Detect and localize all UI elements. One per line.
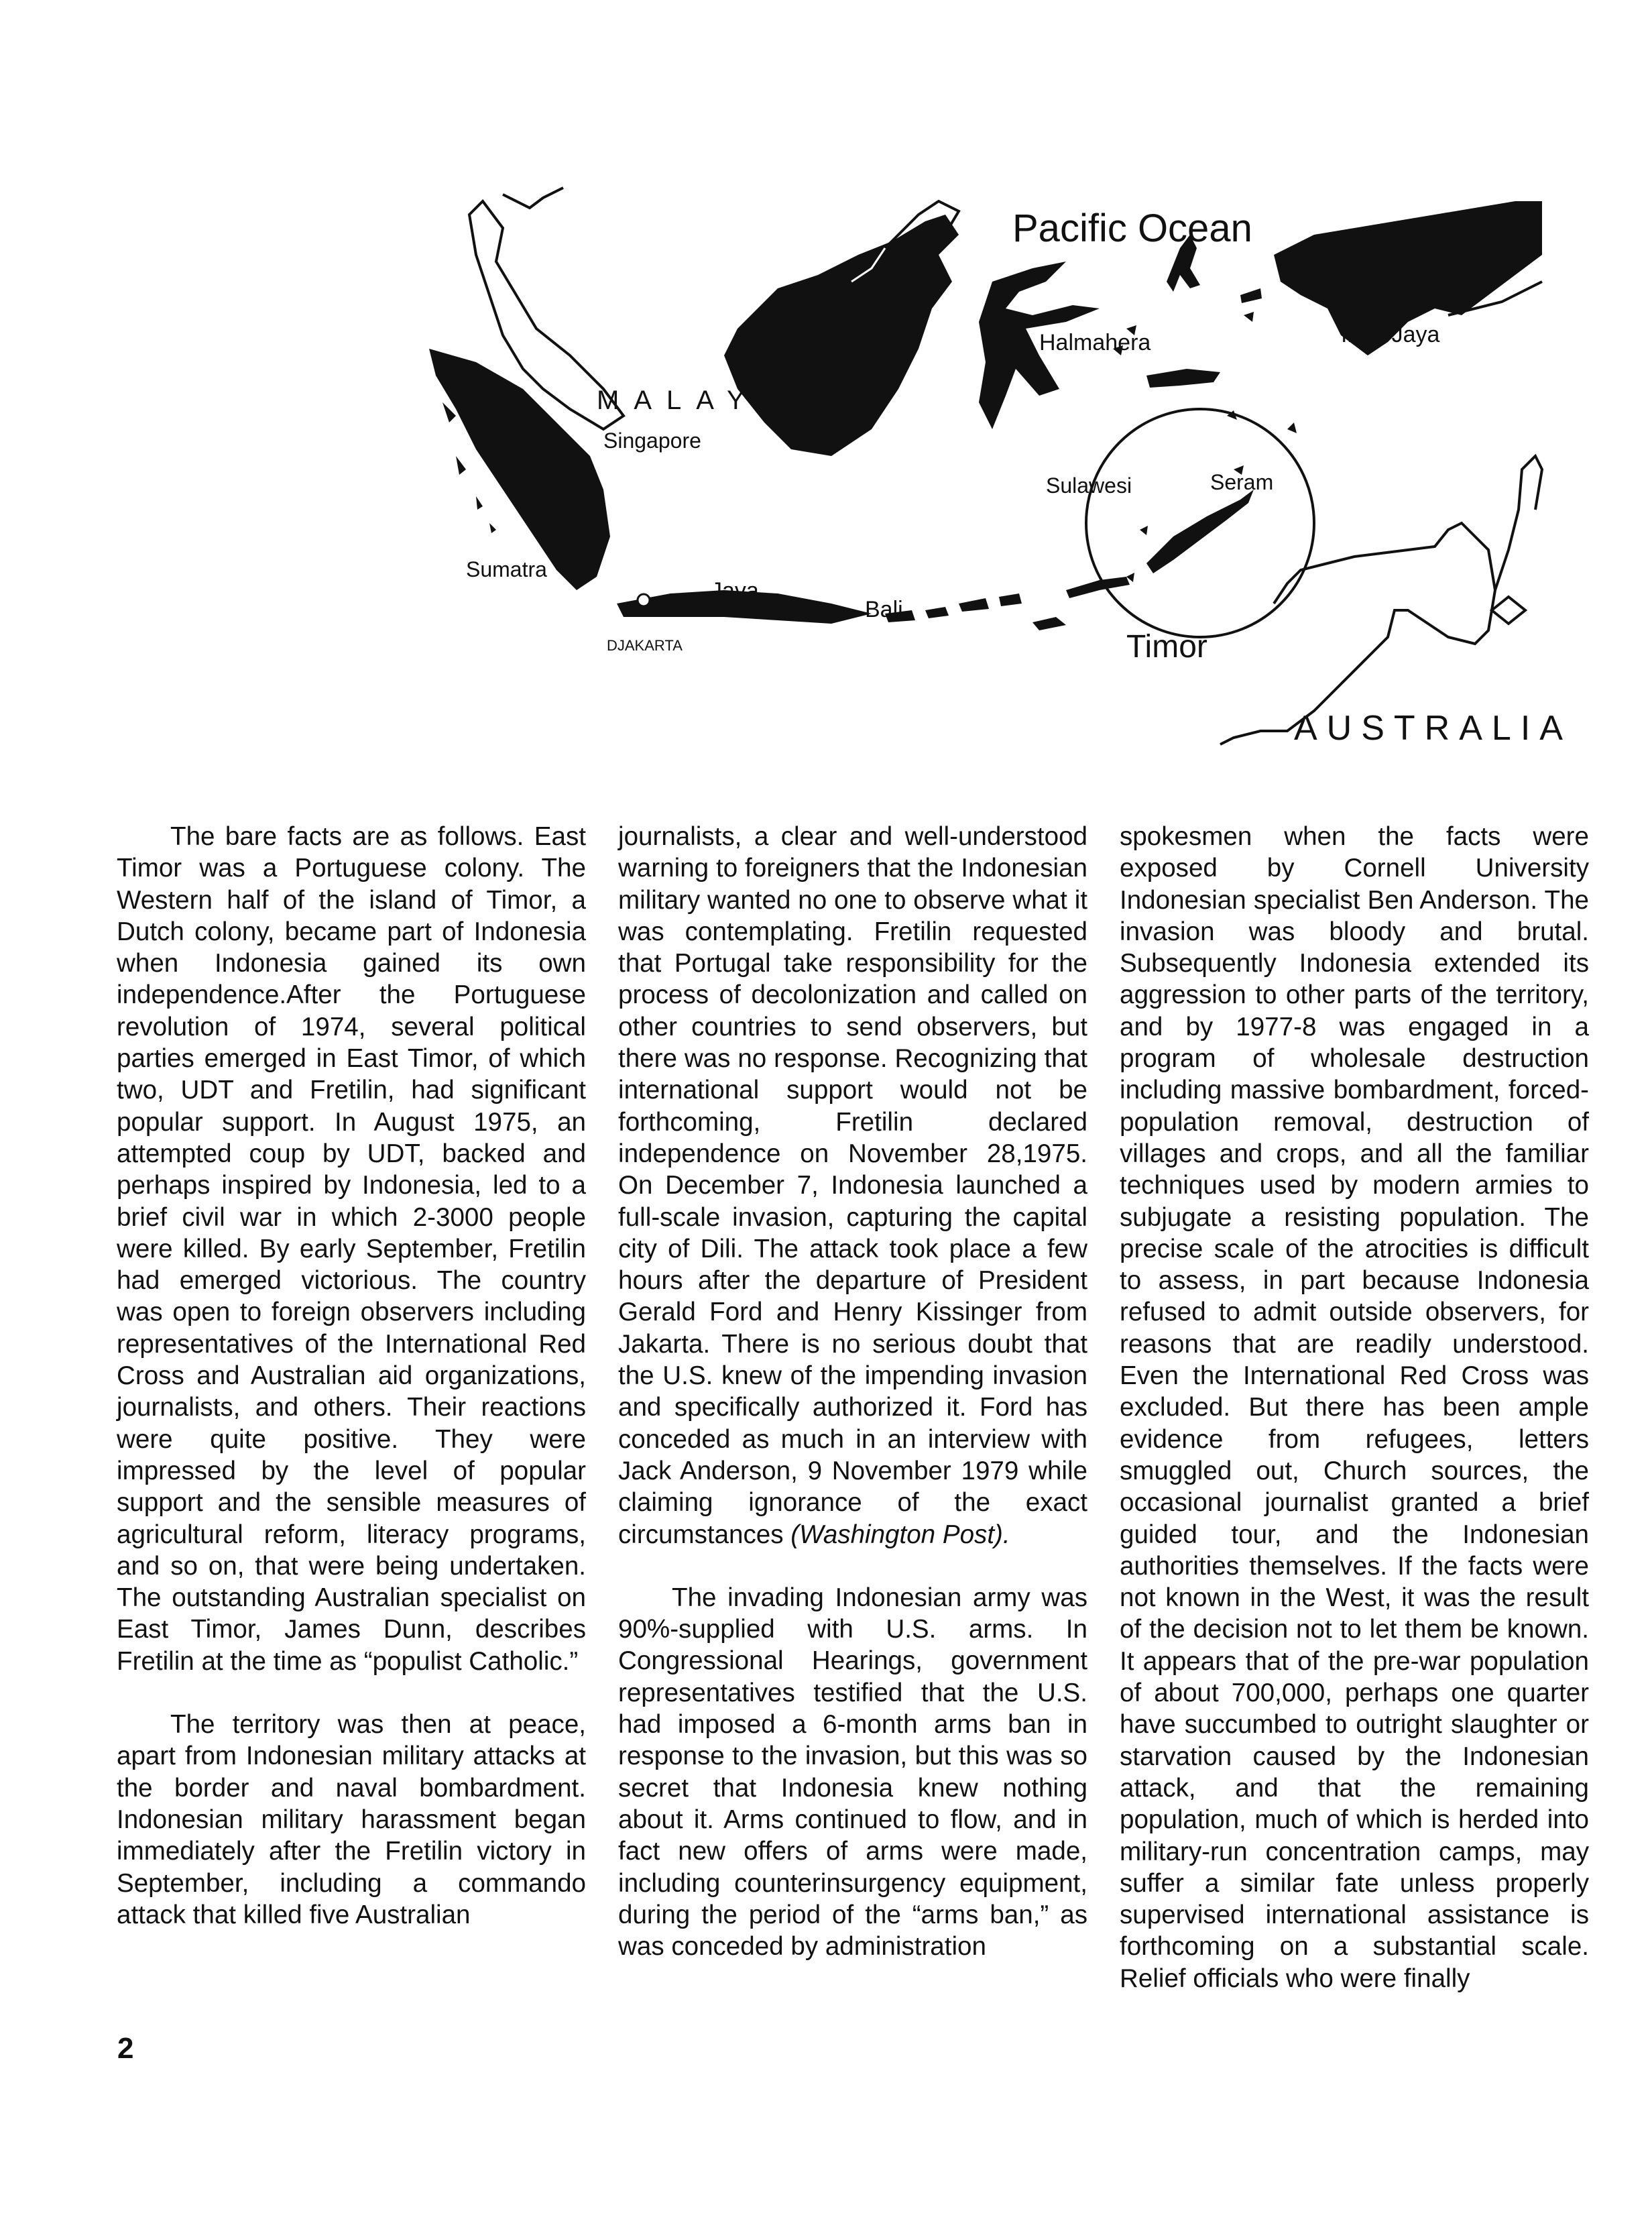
java-label: Java (711, 578, 759, 604)
indonesia-map (402, 174, 1572, 771)
page-number: 2 (117, 2032, 134, 2065)
paragraph: The territory was then at peace, apart from Indonesian military attacks at the border and naval bombardment. Indonesian military harassment began immediately after the Fretilin victory in September, including a commando attack that killed five Australian (117, 1710, 586, 1929)
djakarta-marker (638, 594, 650, 606)
malaysia-label: MALAYSIA (597, 386, 847, 415)
kalimantan-label: Kalimantan (768, 470, 876, 494)
pacific-ocean-label: Pacific Ocean (1012, 207, 1252, 250)
brunei-label: Brunei (815, 322, 881, 347)
paragraph-text: journalists, a clear and well-understood warning to foreigners that the Indonesian military wanted no one to observe what it was contemplating. Fretilin requested that Portugal take responsibility for the process of decolonization and called on other countries to send observers, but there was no response. Recognizing that international support would not be forthcoming, Fretilin declared independence on November 28,1975. On December 7, Indonesia launched a full-scale invasion, capturing the capital city of Dili. The attack took place a few hours after the departure of President Gerald Ford and Henry Kissinger from Jakarta. There is no serious doubt that the U.S. knew of the impending invasion and specifically authorized it. Ford has conceded as much in an interview with Jack Anderson, 9 November 1979 while claiming ignorance of the exact circumstances (618, 822, 1087, 1549)
map-graphic (402, 174, 1572, 771)
paragraph (618, 821, 1087, 1550)
bali-label: Bali (865, 597, 903, 622)
text-column-3 (1120, 821, 1589, 1994)
paragraph: spokesmen when the facts were exposed by Cornell University Indonesian specialist Ben Anderson. The invasion was bloody and brutal. Subsequently Indonesia extended its aggression to other parts of the territory, and by 1977-8 was engaged in a program of wholesale destruction including massive bombardment, forced-population removal, destruction of villages and crops, and all the familiar techniques used by modern armies to subjugate a resisting population. The precise scale of the atrocities is difficult to assess, in part because Indonesia refused to admit outside observers, for reasons that are readily understood. Even the International Red Cross was excluded. But there has been ample evidence from refugees, letters smuggled out, Church sources, the occasional journalist granted a brief guided tour, and the Indonesian authorities themselves. If the facts were not known in the West, it was the result of the decision not to let them be known. It appears that of the pre-war population of about 700,000, perhaps one quarter have succumbed to outright slaughter or starvation caused by the Indonesian attack, and that the remaining population, much of which is herded into military-run concentration camps, may suffer a similar fate unless properly supervised international assistance is forthcoming on a substantial scale. Relief officials who were finally (1120, 822, 1589, 1993)
cape-york-outline (1495, 456, 1542, 590)
moluccas-islets (1113, 288, 1297, 433)
singapore-label: Singapore (603, 429, 701, 453)
paragraph: The bare facts are as follows. East Timor was a Portuguese colony. The Western half of the island of Timor, a Dutch colony, became part of Indonesia when Indonesia gained its own independence.After the Portuguese revolution of 1974, several political parties emerged in East Timor, of which two, UDT and Fretilin, had significant popular support. In August 1975, an attempted coup by UDT, backed and perhaps inspired by Indonesia, led to a brief civil war in which 2-3000 people were killed. By early September, Fretilin had emerged victorious. The country was open to foreign observers including representatives of the International Red Cross and Australian aid organizations, journalists, and others. Their reactions were quite positive. They were impressed by the level of popular support and the sensible measures of agricultural reform, literacy programs, and so on, that were being undertaken. The outstanding Australian specialist on East Timor, James Dunn, describes Fretilin at the time as “populist Catholic.” (117, 822, 586, 1676)
lesser-sunda-islands (885, 577, 1130, 630)
text-column-1 (117, 821, 586, 1931)
irian-jaya-label: Irian Jaya (1341, 322, 1440, 347)
sulawesi-label: Sulawesi (1046, 473, 1132, 498)
sumatra-label: Sumatra (466, 557, 547, 581)
halmahera-label: Halmahera (1039, 330, 1151, 355)
timor-label: Timor (1126, 629, 1207, 665)
seram-island (1146, 369, 1220, 388)
malaysia-coast-top (503, 188, 563, 208)
citation-text: (Washington Post). (790, 1520, 1010, 1549)
timor-island (1146, 490, 1254, 573)
seram-label: Seram (1210, 470, 1274, 494)
text-column-2 (618, 821, 1087, 1962)
djakarta-label: DJAKARTA (607, 637, 683, 654)
sumatra-island (429, 349, 610, 590)
gulf-diamond (1492, 597, 1525, 624)
paragraph: The invading Indonesian army was 90%-supplied with U.S. arms. In Congressional Hearings, government representatives testified that the U.S. had imposed a 6-month arms ban in response to the invasion, but this was so secret that Indonesia knew nothing about it. Arms continued to flow, and in fact new offers of arms were made, including counterinsurgency equipment, during the period of the “arms ban,” as was conceded by administration (618, 1583, 1087, 1962)
australia-label: AUSTRALIA (1294, 709, 1572, 748)
